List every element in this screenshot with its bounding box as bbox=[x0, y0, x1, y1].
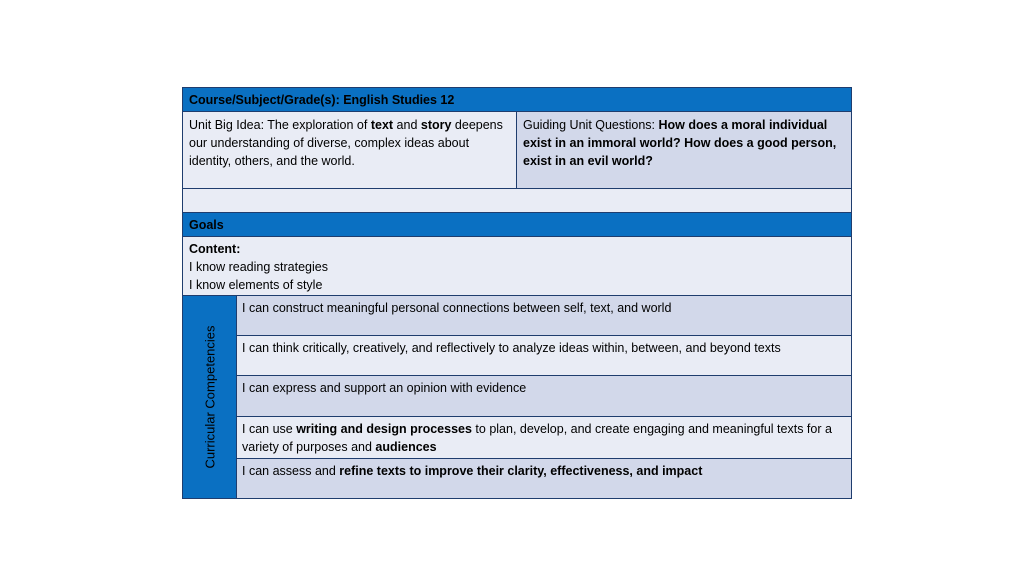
content-cell bbox=[183, 237, 334, 295]
competency-row: I can think critically, creatively, and reflectively to analyze ideas within, between, and beyond texts bbox=[237, 336, 851, 376]
content-label: Content: bbox=[189, 242, 241, 256]
competencies-list bbox=[237, 296, 851, 498]
competency-4-bold-1: writing and design processes bbox=[296, 422, 472, 436]
competencies-side-label bbox=[183, 296, 237, 498]
big-idea-prefix: Unit Big Idea: The exploration of bbox=[189, 118, 371, 132]
big-idea-suffix: deepens our understanding of diverse, complex ideas about identity, others, and the world. bbox=[189, 118, 503, 168]
competency-row: I can express and support an opinion with evidence bbox=[237, 376, 851, 417]
competency-row bbox=[237, 417, 851, 459]
content-line-1: I know reading strategies bbox=[189, 260, 328, 274]
competency-5-prefix: I can assess and bbox=[242, 464, 340, 478]
big-idea-text-keyword: text bbox=[370, 118, 394, 132]
competency-row: I can construct meaningful personal connections between self, text, and world bbox=[237, 296, 851, 336]
spacer-row bbox=[183, 189, 851, 213]
course-header: Course/Subject/Grade(s): English Studies 12 bbox=[183, 88, 851, 112]
competency-4-prefix: I can use bbox=[242, 422, 297, 436]
big-idea-story-keyword: story bbox=[420, 118, 452, 132]
competencies-section bbox=[183, 296, 851, 498]
unit-plan-table bbox=[182, 87, 852, 499]
content-line-2: I know elements of style bbox=[189, 278, 323, 292]
goals-header: Goals bbox=[183, 213, 851, 237]
competency-row bbox=[237, 459, 851, 498]
big-idea-and: and bbox=[393, 118, 421, 132]
competency-4-bold-2: audiences bbox=[375, 440, 437, 454]
guiding-questions: How does a moral individual exist in an immoral world? How does a good person, exist in an evil world? bbox=[523, 118, 837, 168]
competencies-label: Curricular Competencies bbox=[202, 325, 217, 469]
guiding-prefix: Guiding Unit Questions: bbox=[523, 118, 659, 132]
guiding-questions-cell bbox=[517, 112, 851, 188]
big-idea-row bbox=[183, 112, 851, 189]
competency-5-bold: refine texts to improve their clarity, effectiveness, and impact bbox=[339, 464, 703, 478]
content-row bbox=[183, 237, 851, 296]
competency-4-middle: to plan, develop, and create engaging and meaningful texts for a variety of purposes and bbox=[242, 422, 832, 454]
big-idea-cell bbox=[183, 112, 517, 188]
